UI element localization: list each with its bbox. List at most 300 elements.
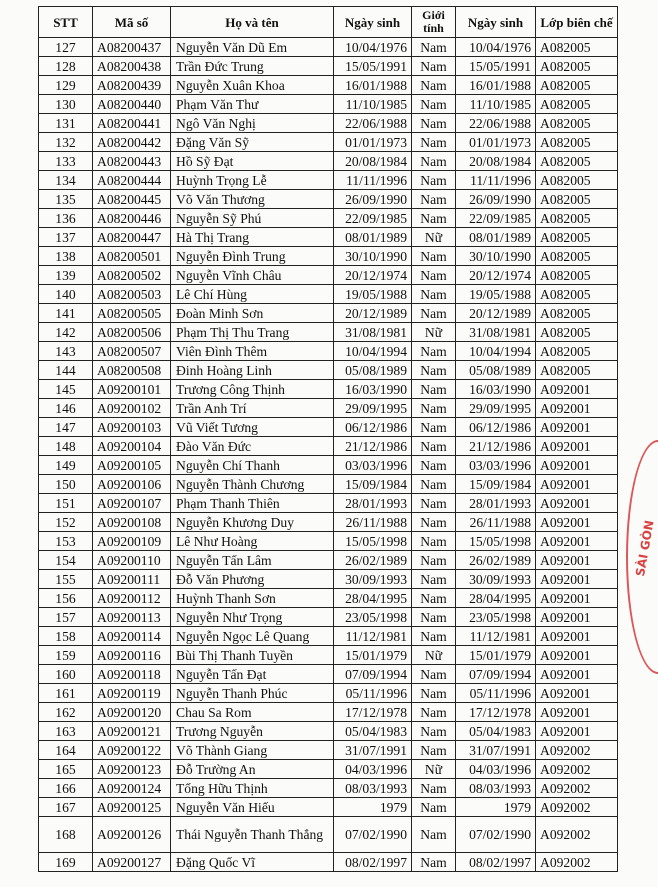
cell-gender: Nam bbox=[412, 133, 456, 152]
cell-dob-2: 03/03/1996 bbox=[456, 456, 536, 475]
cell-code: A09200123 bbox=[93, 760, 171, 779]
cell-class: A082005 bbox=[536, 247, 618, 266]
cell-code: A08200443 bbox=[93, 152, 171, 171]
cell-dob: 26/09/1990 bbox=[334, 190, 412, 209]
cell-name: Tống Hữu Thịnh bbox=[171, 779, 334, 798]
cell-name: Lê Như Hoàng bbox=[171, 532, 334, 551]
cell-gender: Nam bbox=[412, 342, 456, 361]
cell-gender: Nam bbox=[412, 665, 456, 684]
cell-dob-2: 26/02/1989 bbox=[456, 551, 536, 570]
cell-dob: 21/12/1986 bbox=[334, 437, 412, 456]
cell-stt: 149 bbox=[39, 456, 93, 475]
cell-class: A082005 bbox=[536, 76, 618, 95]
table-row bbox=[39, 665, 618, 684]
cell-dob: 29/09/1995 bbox=[334, 399, 412, 418]
cell-code: A09200122 bbox=[93, 741, 171, 760]
cell-dob: 08/03/1993 bbox=[334, 779, 412, 798]
header-dob: Ngày sinh bbox=[334, 7, 412, 38]
cell-dob: 31/07/1991 bbox=[334, 741, 412, 760]
cell-name: Nguyễn Văn Hiếu bbox=[171, 798, 334, 817]
cell-code: A09200124 bbox=[93, 779, 171, 798]
cell-code: A08200505 bbox=[93, 304, 171, 323]
table-row bbox=[39, 570, 618, 589]
cell-dob-2: 16/01/1988 bbox=[456, 76, 536, 95]
cell-stt: 156 bbox=[39, 589, 93, 608]
cell-gender: Nam bbox=[412, 684, 456, 703]
cell-code: A08200442 bbox=[93, 133, 171, 152]
table-row bbox=[39, 760, 618, 779]
table-row bbox=[39, 228, 618, 247]
cell-dob-2: 23/05/1998 bbox=[456, 608, 536, 627]
cell-code: A09200121 bbox=[93, 722, 171, 741]
cell-stt: 144 bbox=[39, 361, 93, 380]
cell-dob-2: 05/08/1989 bbox=[456, 361, 536, 380]
cell-dob: 05/08/1989 bbox=[334, 361, 412, 380]
header-gender-line1: Giới bbox=[422, 8, 445, 22]
cell-code: A09200109 bbox=[93, 532, 171, 551]
cell-code: A08200439 bbox=[93, 76, 171, 95]
cell-dob-2: 20/12/1989 bbox=[456, 304, 536, 323]
cell-gender: Nam bbox=[412, 608, 456, 627]
cell-gender: Nam bbox=[412, 456, 456, 475]
cell-dob-2: 15/05/1991 bbox=[456, 57, 536, 76]
cell-class: A082005 bbox=[536, 171, 618, 190]
table-row bbox=[39, 76, 618, 95]
cell-code: A09200103 bbox=[93, 418, 171, 437]
cell-name: Nguyễn Sỹ Phú bbox=[171, 209, 334, 228]
cell-dob-2: 31/07/1991 bbox=[456, 741, 536, 760]
cell-dob: 19/05/1988 bbox=[334, 285, 412, 304]
cell-name: Nguyễn Văn Dũ Em bbox=[171, 38, 334, 57]
cell-gender: Nam bbox=[412, 853, 456, 872]
cell-name: Đặng Quốc Vĩ bbox=[171, 853, 334, 872]
cell-dob-2: 26/09/1990 bbox=[456, 190, 536, 209]
cell-stt: 159 bbox=[39, 646, 93, 665]
cell-code: A09200119 bbox=[93, 684, 171, 703]
cell-dob: 11/12/1981 bbox=[334, 627, 412, 646]
cell-class: A092002 bbox=[536, 798, 618, 817]
cell-dob-2: 1979 bbox=[456, 798, 536, 817]
table-row bbox=[39, 266, 618, 285]
cell-gender: Nam bbox=[412, 494, 456, 513]
cell-code: A08200501 bbox=[93, 247, 171, 266]
cell-stt: 133 bbox=[39, 152, 93, 171]
cell-dob-2: 15/09/1984 bbox=[456, 475, 536, 494]
cell-dob-2: 22/06/1988 bbox=[456, 114, 536, 133]
cell-class: A082005 bbox=[536, 38, 618, 57]
table-row bbox=[39, 456, 618, 475]
table-row bbox=[39, 475, 618, 494]
cell-dob: 30/09/1993 bbox=[334, 570, 412, 589]
cell-name: Nguyễn Ngọc Lê Quang bbox=[171, 627, 334, 646]
table-row bbox=[39, 722, 618, 741]
cell-dob-2: 11/10/1985 bbox=[456, 95, 536, 114]
cell-dob: 28/01/1993 bbox=[334, 494, 412, 513]
cell-dob-2: 07/02/1990 bbox=[456, 817, 536, 853]
cell-code: A09200108 bbox=[93, 513, 171, 532]
cell-stt: 148 bbox=[39, 437, 93, 456]
cell-dob-2: 31/08/1981 bbox=[456, 323, 536, 342]
cell-class: A092002 bbox=[536, 779, 618, 798]
cell-class: A082005 bbox=[536, 342, 618, 361]
table-row bbox=[39, 323, 618, 342]
cell-gender: Nam bbox=[412, 399, 456, 418]
cell-name: Phạm Thị Thu Trang bbox=[171, 323, 334, 342]
cell-code: A09200127 bbox=[93, 853, 171, 872]
table-row bbox=[39, 342, 618, 361]
cell-stt: 140 bbox=[39, 285, 93, 304]
cell-dob: 01/01/1973 bbox=[334, 133, 412, 152]
cell-name: Nguyễn Thành Chương bbox=[171, 475, 334, 494]
cell-stt: 150 bbox=[39, 475, 93, 494]
cell-gender: Nam bbox=[412, 304, 456, 323]
cell-gender: Nam bbox=[412, 532, 456, 551]
cell-gender: Nam bbox=[412, 779, 456, 798]
cell-code: A09200106 bbox=[93, 475, 171, 494]
header-row bbox=[39, 7, 618, 38]
cell-dob-2: 10/04/1976 bbox=[456, 38, 536, 57]
cell-dob: 11/10/1985 bbox=[334, 95, 412, 114]
cell-name: Nguyễn Tấn Đạt bbox=[171, 665, 334, 684]
cell-gender: Nam bbox=[412, 437, 456, 456]
cell-gender: Nữ bbox=[412, 228, 456, 247]
table-row bbox=[39, 247, 618, 266]
table-row bbox=[39, 853, 618, 872]
cell-stt: 129 bbox=[39, 76, 93, 95]
table-row bbox=[39, 57, 618, 76]
cell-gender: Nam bbox=[412, 285, 456, 304]
cell-class: A082005 bbox=[536, 209, 618, 228]
cell-dob: 1979 bbox=[334, 798, 412, 817]
cell-gender: Nam bbox=[412, 513, 456, 532]
cell-dob-2: 22/09/1985 bbox=[456, 209, 536, 228]
table-row bbox=[39, 437, 618, 456]
cell-stt: 167 bbox=[39, 798, 93, 817]
table-row bbox=[39, 38, 618, 57]
table-row bbox=[39, 741, 618, 760]
cell-code: A09200125 bbox=[93, 798, 171, 817]
cell-stt: 168 bbox=[39, 817, 93, 853]
cell-code: A09200114 bbox=[93, 627, 171, 646]
cell-dob: 20/08/1984 bbox=[334, 152, 412, 171]
cell-name: Chau Sa Rom bbox=[171, 703, 334, 722]
cell-code: A08200447 bbox=[93, 228, 171, 247]
cell-gender: Nam bbox=[412, 171, 456, 190]
cell-gender: Nam bbox=[412, 551, 456, 570]
cell-name: Viên Đình Thêm bbox=[171, 342, 334, 361]
cell-dob-2: 08/03/1993 bbox=[456, 779, 536, 798]
cell-dob: 15/09/1984 bbox=[334, 475, 412, 494]
cell-gender: Nam bbox=[412, 152, 456, 171]
cell-class: A092001 bbox=[536, 513, 618, 532]
cell-code: A09200116 bbox=[93, 646, 171, 665]
cell-class: A092001 bbox=[536, 475, 618, 494]
table-row bbox=[39, 703, 618, 722]
cell-dob: 10/04/1976 bbox=[334, 38, 412, 57]
stamp-text: SÀI GÒN bbox=[633, 519, 657, 578]
table-row bbox=[39, 494, 618, 513]
cell-class: A092001 bbox=[536, 551, 618, 570]
table-row bbox=[39, 171, 618, 190]
cell-class: A092001 bbox=[536, 494, 618, 513]
cell-class: A092001 bbox=[536, 703, 618, 722]
table-row bbox=[39, 190, 618, 209]
cell-dob: 22/09/1985 bbox=[334, 209, 412, 228]
cell-dob: 05/04/1983 bbox=[334, 722, 412, 741]
cell-dob: 16/01/1988 bbox=[334, 76, 412, 95]
cell-code: A08200444 bbox=[93, 171, 171, 190]
cell-dob-2: 21/12/1986 bbox=[456, 437, 536, 456]
cell-name: Đỗ Văn Phương bbox=[171, 570, 334, 589]
table-row bbox=[39, 684, 618, 703]
table-row bbox=[39, 418, 618, 437]
table-row bbox=[39, 646, 618, 665]
cell-dob: 20/12/1974 bbox=[334, 266, 412, 285]
cell-class: A082005 bbox=[536, 266, 618, 285]
cell-class: A082005 bbox=[536, 190, 618, 209]
cell-code: A08200506 bbox=[93, 323, 171, 342]
cell-gender: Nam bbox=[412, 361, 456, 380]
cell-name: Phạm Văn Thư bbox=[171, 95, 334, 114]
cell-dob: 08/02/1997 bbox=[334, 853, 412, 872]
table-row bbox=[39, 209, 618, 228]
cell-stt: 155 bbox=[39, 570, 93, 589]
cell-dob-2: 15/05/1998 bbox=[456, 532, 536, 551]
cell-dob-2: 05/11/1996 bbox=[456, 684, 536, 703]
cell-stt: 135 bbox=[39, 190, 93, 209]
cell-class: A082005 bbox=[536, 133, 618, 152]
table-row bbox=[39, 551, 618, 570]
cell-dob-2: 30/09/1993 bbox=[456, 570, 536, 589]
cell-gender: Nữ bbox=[412, 760, 456, 779]
cell-code: A08200446 bbox=[93, 209, 171, 228]
cell-dob: 11/11/1996 bbox=[334, 171, 412, 190]
cell-dob: 30/10/1990 bbox=[334, 247, 412, 266]
table-row bbox=[39, 114, 618, 133]
cell-name: Nguyễn Khương Duy bbox=[171, 513, 334, 532]
cell-dob-2: 17/12/1978 bbox=[456, 703, 536, 722]
cell-code: A09200105 bbox=[93, 456, 171, 475]
cell-gender: Nữ bbox=[412, 323, 456, 342]
cell-name: Thái Nguyễn Thanh Thắng bbox=[171, 817, 334, 853]
cell-class: A092001 bbox=[536, 646, 618, 665]
cell-dob-2: 16/03/1990 bbox=[456, 380, 536, 399]
cell-dob: 06/12/1986 bbox=[334, 418, 412, 437]
cell-name: Đào Văn Đức bbox=[171, 437, 334, 456]
cell-dob-2: 04/03/1996 bbox=[456, 760, 536, 779]
cell-gender: Nam bbox=[412, 589, 456, 608]
cell-gender: Nam bbox=[412, 57, 456, 76]
cell-name: Vũ Viết Tương bbox=[171, 418, 334, 437]
cell-gender: Nam bbox=[412, 475, 456, 494]
cell-dob-2: 19/05/1988 bbox=[456, 285, 536, 304]
cell-dob: 03/03/1996 bbox=[334, 456, 412, 475]
cell-gender: Nam bbox=[412, 209, 456, 228]
cell-code: A09200104 bbox=[93, 437, 171, 456]
cell-code: A09200112 bbox=[93, 589, 171, 608]
cell-gender: Nam bbox=[412, 380, 456, 399]
cell-dob-2: 20/08/1984 bbox=[456, 152, 536, 171]
cell-code: A09200102 bbox=[93, 399, 171, 418]
cell-code: A08200440 bbox=[93, 95, 171, 114]
cell-class: A092001 bbox=[536, 570, 618, 589]
cell-class: A082005 bbox=[536, 323, 618, 342]
cell-stt: 164 bbox=[39, 741, 93, 760]
cell-dob-2: 15/01/1979 bbox=[456, 646, 536, 665]
table-row bbox=[39, 589, 618, 608]
cell-dob: 07/02/1990 bbox=[334, 817, 412, 853]
cell-class: A082005 bbox=[536, 304, 618, 323]
table-row bbox=[39, 532, 618, 551]
cell-name: Ngô Văn Nghị bbox=[171, 114, 334, 133]
table-row bbox=[39, 798, 618, 817]
cell-code: A09200107 bbox=[93, 494, 171, 513]
cell-stt: 162 bbox=[39, 703, 93, 722]
cell-stt: 165 bbox=[39, 760, 93, 779]
cell-dob: 23/05/1998 bbox=[334, 608, 412, 627]
cell-stt: 143 bbox=[39, 342, 93, 361]
cell-stt: 137 bbox=[39, 228, 93, 247]
table-row bbox=[39, 513, 618, 532]
cell-dob-2: 11/12/1981 bbox=[456, 627, 536, 646]
cell-dob: 26/11/1988 bbox=[334, 513, 412, 532]
cell-gender: Nữ bbox=[412, 646, 456, 665]
cell-name: Trương Nguyễn bbox=[171, 722, 334, 741]
cell-class: A092002 bbox=[536, 817, 618, 853]
cell-code: A09200120 bbox=[93, 703, 171, 722]
cell-stt: 134 bbox=[39, 171, 93, 190]
table-row bbox=[39, 304, 618, 323]
cell-name: Đặng Văn Sỹ bbox=[171, 133, 334, 152]
cell-stt: 142 bbox=[39, 323, 93, 342]
cell-code: A08200502 bbox=[93, 266, 171, 285]
cell-code: A08200507 bbox=[93, 342, 171, 361]
cell-stt: 130 bbox=[39, 95, 93, 114]
table-row bbox=[39, 380, 618, 399]
cell-dob: 07/09/1994 bbox=[334, 665, 412, 684]
cell-name: Đoàn Minh Sơn bbox=[171, 304, 334, 323]
cell-dob: 17/12/1978 bbox=[334, 703, 412, 722]
cell-stt: 132 bbox=[39, 133, 93, 152]
cell-stt: 158 bbox=[39, 627, 93, 646]
header-name: Họ và tên bbox=[171, 7, 334, 38]
cell-dob-2: 30/10/1990 bbox=[456, 247, 536, 266]
cell-class: A092001 bbox=[536, 437, 618, 456]
cell-dob: 20/12/1989 bbox=[334, 304, 412, 323]
cell-dob-2: 07/09/1994 bbox=[456, 665, 536, 684]
cell-gender: Nam bbox=[412, 247, 456, 266]
cell-gender: Nam bbox=[412, 38, 456, 57]
cell-dob-2: 26/11/1988 bbox=[456, 513, 536, 532]
cell-dob: 16/03/1990 bbox=[334, 380, 412, 399]
cell-name: Nguyễn Như Trọng bbox=[171, 608, 334, 627]
cell-code: A08200441 bbox=[93, 114, 171, 133]
cell-dob: 26/02/1989 bbox=[334, 551, 412, 570]
table-row bbox=[39, 95, 618, 114]
cell-name: Võ Văn Thương bbox=[171, 190, 334, 209]
cell-class: A092002 bbox=[536, 760, 618, 779]
table-row bbox=[39, 285, 618, 304]
cell-gender: Nam bbox=[412, 703, 456, 722]
cell-gender: Nam bbox=[412, 798, 456, 817]
cell-code: A08200437 bbox=[93, 38, 171, 57]
cell-dob-2: 20/12/1974 bbox=[456, 266, 536, 285]
cell-code: A08200503 bbox=[93, 285, 171, 304]
cell-stt: 127 bbox=[39, 38, 93, 57]
cell-class: A082005 bbox=[536, 228, 618, 247]
cell-dob-2: 06/12/1986 bbox=[456, 418, 536, 437]
cell-gender: Nam bbox=[412, 266, 456, 285]
header-gender bbox=[412, 7, 456, 38]
cell-name: Nguyễn Vĩnh Châu bbox=[171, 266, 334, 285]
cell-class: A092002 bbox=[536, 741, 618, 760]
cell-code: A09200118 bbox=[93, 665, 171, 684]
cell-stt: 169 bbox=[39, 853, 93, 872]
cell-name: Đỗ Trường An bbox=[171, 760, 334, 779]
cell-code: A09200101 bbox=[93, 380, 171, 399]
cell-stt: 152 bbox=[39, 513, 93, 532]
cell-stt: 145 bbox=[39, 380, 93, 399]
cell-gender: Nam bbox=[412, 95, 456, 114]
cell-class: A092001 bbox=[536, 627, 618, 646]
cell-class: A082005 bbox=[536, 114, 618, 133]
cell-dob: 15/05/1991 bbox=[334, 57, 412, 76]
cell-gender: Nam bbox=[412, 817, 456, 853]
cell-dob: 15/05/1998 bbox=[334, 532, 412, 551]
cell-name: Huỳnh Thanh Sơn bbox=[171, 589, 334, 608]
cell-class: A092001 bbox=[536, 418, 618, 437]
cell-stt: 141 bbox=[39, 304, 93, 323]
table-row bbox=[39, 779, 618, 798]
cell-dob-2: 08/01/1989 bbox=[456, 228, 536, 247]
cell-class: A092002 bbox=[536, 853, 618, 872]
cell-dob-2: 08/02/1997 bbox=[456, 853, 536, 872]
cell-dob-2: 10/04/1994 bbox=[456, 342, 536, 361]
cell-gender: Nam bbox=[412, 627, 456, 646]
cell-class: A082005 bbox=[536, 285, 618, 304]
cell-gender: Nam bbox=[412, 418, 456, 437]
cell-name: Nguyễn Xuân Khoa bbox=[171, 76, 334, 95]
cell-code: A08200438 bbox=[93, 57, 171, 76]
cell-class: A092001 bbox=[536, 380, 618, 399]
cell-gender: Nam bbox=[412, 570, 456, 589]
cell-stt: 154 bbox=[39, 551, 93, 570]
cell-dob: 04/03/1996 bbox=[334, 760, 412, 779]
table-row bbox=[39, 133, 618, 152]
table-row bbox=[39, 608, 618, 627]
cell-stt: 166 bbox=[39, 779, 93, 798]
cell-stt: 157 bbox=[39, 608, 93, 627]
cell-class: A092001 bbox=[536, 532, 618, 551]
cell-gender: Nam bbox=[412, 114, 456, 133]
cell-stt: 161 bbox=[39, 684, 93, 703]
cell-name: Trần Đức Trung bbox=[171, 57, 334, 76]
cell-dob: 22/06/1988 bbox=[334, 114, 412, 133]
cell-class: A082005 bbox=[536, 361, 618, 380]
cell-class: A082005 bbox=[536, 152, 618, 171]
cell-class: A092001 bbox=[536, 608, 618, 627]
cell-class: A092001 bbox=[536, 589, 618, 608]
cell-dob-2: 11/11/1996 bbox=[456, 171, 536, 190]
cell-name: Bùi Thị Thanh Tuyền bbox=[171, 646, 334, 665]
cell-gender: Nam bbox=[412, 722, 456, 741]
cell-gender: Nam bbox=[412, 190, 456, 209]
cell-code: A09200113 bbox=[93, 608, 171, 627]
cell-name: Nguyễn Chí Thanh bbox=[171, 456, 334, 475]
cell-name: Trần Anh Trí bbox=[171, 399, 334, 418]
cell-stt: 128 bbox=[39, 57, 93, 76]
cell-name: Nguyễn Thanh Phúc bbox=[171, 684, 334, 703]
